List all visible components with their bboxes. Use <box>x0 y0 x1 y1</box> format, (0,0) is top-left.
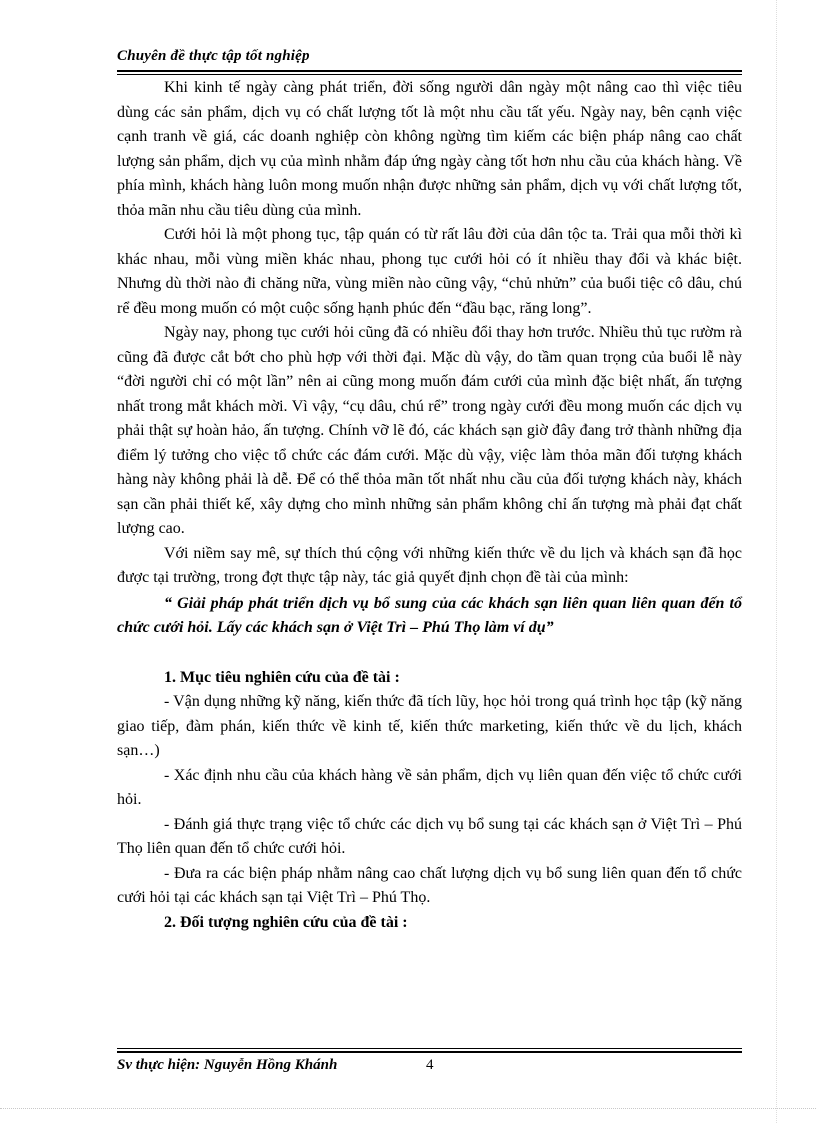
page-header-title: Chuyên đề thực tập tốt nghiệp <box>117 48 310 64</box>
page-number: 4 <box>426 1057 434 1073</box>
header-rule-thick <box>117 70 742 72</box>
spacer <box>117 641 742 666</box>
page-boundary-horizontal <box>0 1108 816 1109</box>
paragraph-4: Với niềm say mê, sự thích thú cộng với những kiến thức về du lịch và khách sạn đã học được tại trường, trong đợt thực tập này, tác giả quyết định chọn đề tài của mình: <box>117 544 742 586</box>
section-1-heading: 1. Mục tiêu nghiên cứu của đề tài : <box>164 668 400 686</box>
section-2-heading: 2. Đối tượng nghiên cứu của đề tài : <box>164 913 408 931</box>
footer-author: Sv thực hiện: Nguyễn Hồng Khánh <box>117 1057 338 1073</box>
footer-rule-thin <box>117 1048 742 1049</box>
document-body <box>117 76 742 935</box>
list-item: - Đánh giá thực trạng việc tổ chức các dịch vụ bổ sung tại các khách sạn ở Việt Trì – Phú Thọ liên quan đến tổ chức cưới hỏi. <box>117 815 742 857</box>
topic-quote: “ Giải pháp phát triển dịch vụ bổ sung của các khách sạn liên quan liên quan đến tổ chức cưới hỏi. Lấy các khách sạn ở Việt Trì – Phú Thọ làm ví dụ” <box>117 594 742 636</box>
paragraph-1: Khi kinh tế ngày càng phát triển, đời sống người dân ngày một nâng cao thì việc tiêu dùng các sản phẩm, dịch vụ có chất lượng tốt là một nhu cầu tất yếu. Ngày nay, bên cạnh việc cạnh tranh về giá, các doanh nghiệp còn không ngừng tìm kiếm các biện pháp nâng cao chất lượng sản phẩm, dịch vụ của mình nhằm đáp ứng ngày càng tốt hơn nhu cầu của khách hàng. Về phía mình, khách hàng luôn mong muốn nhận được những sản phẩm, dịch vụ với chất lượng tốt, thỏa mãn nhu cầu tiêu dùng của mình. <box>117 79 742 219</box>
list-item: - Vận dụng những kỹ năng, kiến thức đã tích lũy, học hỏi trong quá trình học tập (kỹ năng giao tiếp, đàm phán, kiến thức về kinh tế, kiến thức marketing, kiến thức về du lịch, khách sạn…) <box>117 693 742 759</box>
list-item: - Xác định nhu cầu của khách hàng về sản phẩm, dịch vụ liên quan đến việc tổ chức cưới hỏi. <box>117 766 742 808</box>
page-boundary-vertical <box>776 0 777 1123</box>
footer-rule-thick <box>117 1051 742 1053</box>
paragraph-3: Ngày nay, phong tục cưới hỏi cũng đã có nhiều đổi thay hơn trước. Nhiều thủ tục rườm rà cũng đã được cắt bớt cho phù hợp với thời đại. Mặc dù vậy, do tầm quan trọng của buổi lễ này “đời người chỉ có một lần” nên ai cũng mong muốn đám cưới của mình đặc biệt nhất, ấn tượng nhất trong mắt khách mời. Vì vậy, “cụ dâu, chú rể” trong ngày cưới đều mong muốn các dịch vụ phải thật sự hoàn hảo, ấn tượng. Chính vỡ lẽ đó, các khách sạn giờ đây đang trở thành những địa điểm lý tưởng cho việc tổ chức các đám cưới. Mặc dù vậy, việc làm thỏa mãn đối tượng khách hàng này không phải là dễ. Để có thể thỏa mãn tốt nhất nhu cầu của đối tượng khách này, khách sạn cần phải thiết kế, xây dựng cho mình những sản phẩm không chỉ ấn tượng mà phải đạt chất lượng cao. <box>117 324 742 537</box>
header-rule-thin <box>117 74 742 75</box>
paragraph-2: Cưới hỏi là một phong tục, tập quán có từ rất lâu đời của dân tộc ta. Trải qua mỗi thời kì khác nhau, mỗi vùng miền khác nhau, phong tục cưới hỏi có ít nhiều thay đổi và khác biệt. Nhưng dù thời nào đi chăng nữa, vùng miền nào cũng vậy, “chủ nhửn” của buổi tiệc cô dâu, chú rể đều mong muốn có một cuộc sống hạnh phúc đến “đầu bạc, răng long”. <box>117 226 742 317</box>
list-item: - Đưa ra các biện pháp nhằm nâng cao chất lượng dịch vụ bổ sung liên quan đến tổ chức cưới hỏi tại các khách sạn tại Việt Trì – Phú Thọ. <box>117 864 742 906</box>
